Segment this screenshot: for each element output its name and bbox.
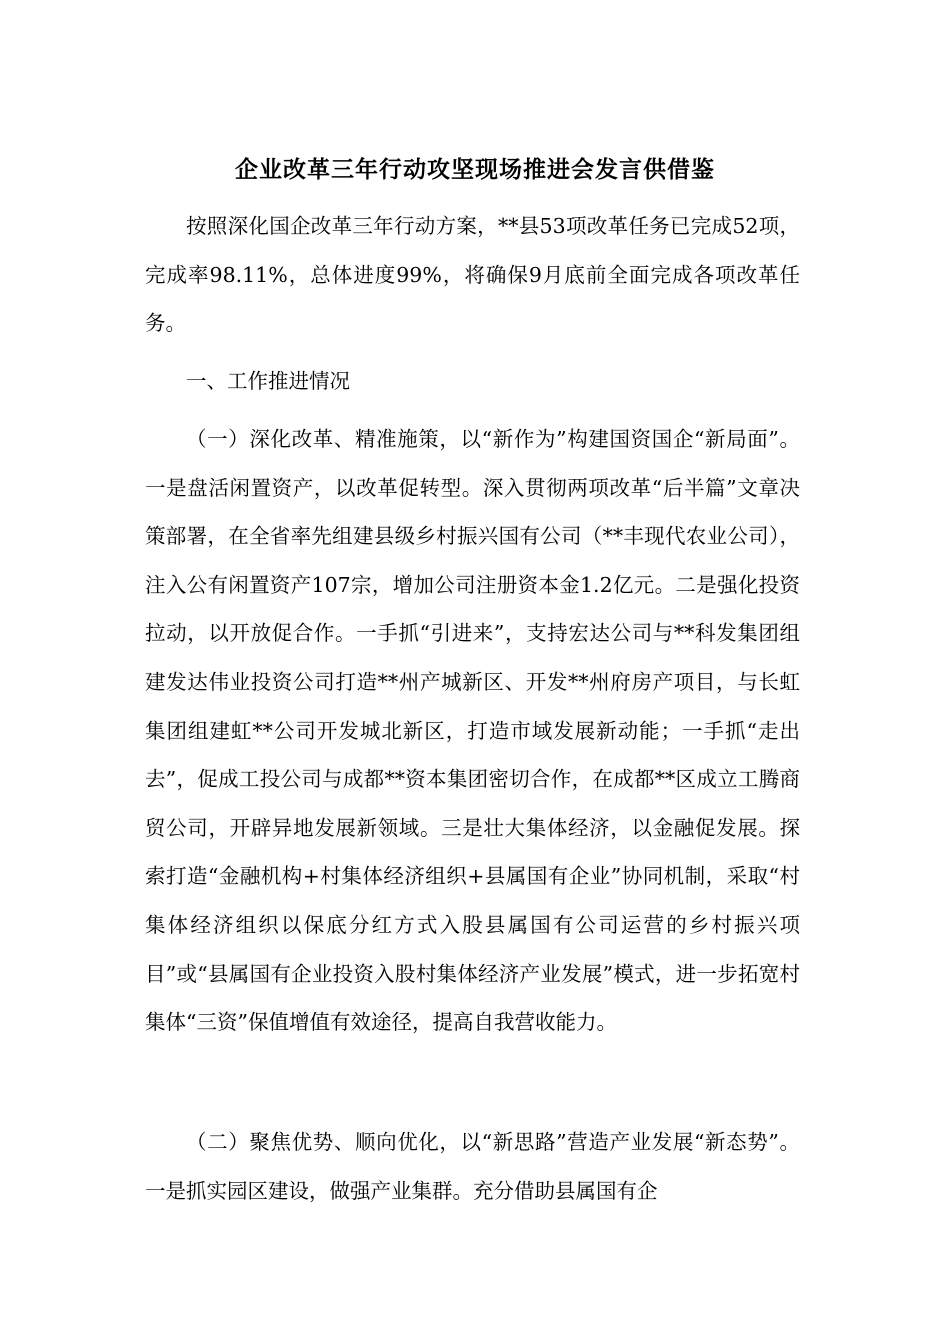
subsection-paragraph: （二）聚焦优势、顺向优化，以“新思路”营造产业发展“新态势”。一是抓实园区建设，做强产业集群。充分借助县属国有企 bbox=[145, 1130, 800, 1203]
document-title: 企业改革三年行动攻坚现场推进会发言供借鉴 bbox=[235, 156, 715, 183]
subsection-paragraph: （一）深化改革、精准施策，以“新作为”构建国资国企“新局面”。一是盘活闲置资产，以改革促转型。深入贯彻两项改革“后半篇”文章决策部署，在全省率先组建县级乡村振兴国有公司（**丰现代农业公司），注入公有闲置资产107宗，增加公司注册资本金1.2亿元。二是强化投资拉动，以开放促合作。一手抓“引进来”，支持宏达公司与**科发集团组建发达伟业投资公司打造**州产城新区、开发**州府房产项目，与长虹集团组建虹**公司开发城北新区，打造市域发展新动能；一手抓“走出去”，促成工投公司与成都**资本集团密切合作，在成都**区成立工腾商贸公司，开辟异地发展新领域。三是壮大集体经济，以金融促发展。探索打造“金融机构+村集体经济组织+县属国有企业”协同机制，采取“村集体经济组织以保底分红方式入股县属国有公司运营的乡村振兴项目”或“县属国有企业投资入股村集体经济产业发展”模式，进一步拓宽村集体“三资”保值增值有效途径，提高自我营收能力。 bbox=[145, 427, 800, 1035]
section-heading: 一、工作推进情况 bbox=[186, 369, 350, 393]
intro-paragraph: 按照深化国企改革三年行动方案，**县53项改革任务已完成52项，完成率98.11%，总体进度99%，将确保9月底前全面完成各项改革任务。 bbox=[145, 214, 800, 336]
